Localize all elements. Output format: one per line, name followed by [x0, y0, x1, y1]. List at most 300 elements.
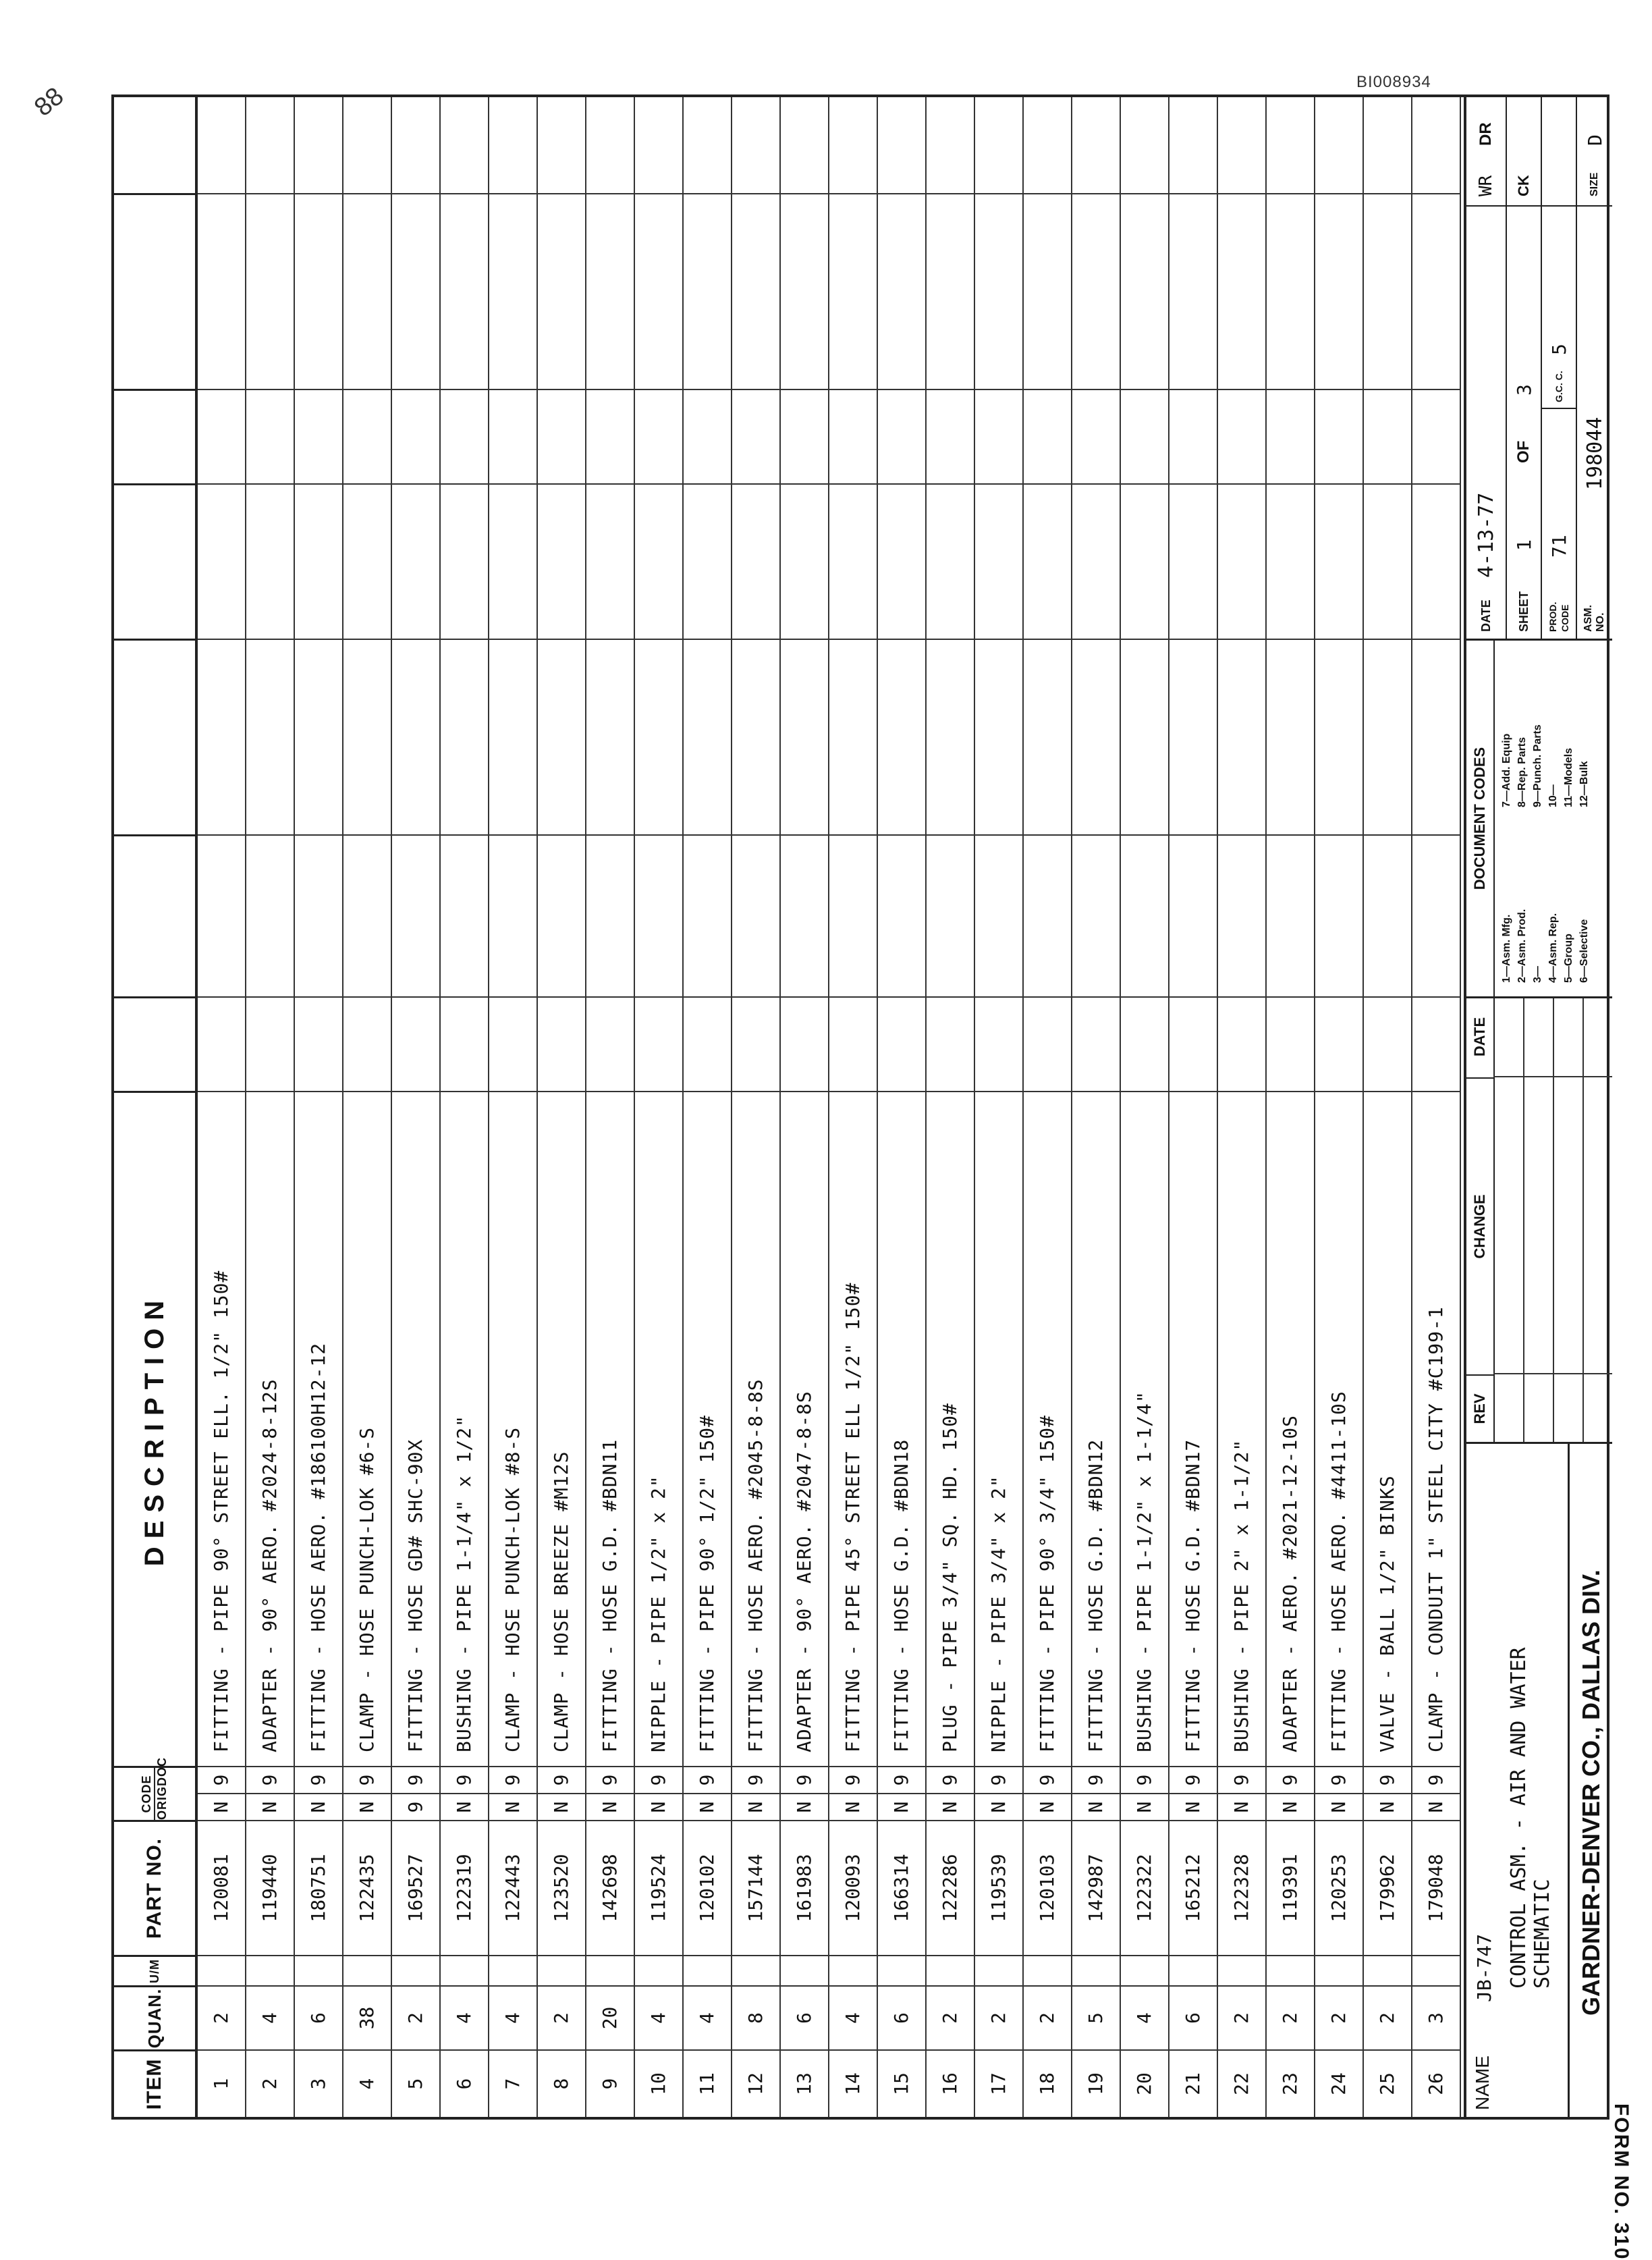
doc-code: 9	[489, 1766, 536, 1793]
extra-cell-5	[1169, 389, 1217, 483]
orig-code: N	[1024, 1793, 1071, 1820]
unit-of-measure	[975, 1955, 1022, 1985]
extra-cell-4	[1121, 483, 1168, 639]
extra-cell-6	[441, 193, 488, 389]
description: NIPPLE - PIPE 1/2" x 2"	[635, 1091, 682, 1766]
doc-code-entry: 2—Asm. Prod.	[1516, 909, 1528, 983]
extra-cell-2	[1169, 834, 1217, 996]
code-header-doc: DOC	[155, 1756, 169, 1786]
extra-cell-1	[975, 996, 1022, 1091]
doc-code-entry: 8—Rep. Parts	[1516, 736, 1528, 807]
part-number: 122443	[489, 1820, 536, 1955]
extra-cell-6	[684, 193, 731, 389]
sheet-value: 1	[1512, 539, 1535, 551]
extra-cell-2	[1315, 834, 1362, 996]
quantity: 4	[1121, 1985, 1168, 2049]
doc-code: 9	[246, 1766, 294, 1793]
description: CLAMP - HOSE BREEZE #M12S	[538, 1091, 585, 1766]
rev-date-header: DATE	[1471, 1017, 1488, 1057]
extra-cell-7	[927, 92, 974, 193]
extra-cell-5	[246, 389, 294, 483]
extra-cell-4	[1364, 483, 1411, 639]
doc-code-entry: 1—Asm. Mfg.	[1501, 914, 1512, 983]
unit-of-measure	[878, 1955, 925, 1985]
orig-code: N	[1218, 1793, 1265, 1820]
quantity: 5	[1072, 1985, 1120, 2049]
table-row	[489, 97, 538, 2117]
extra-cell-2	[878, 834, 925, 996]
um-header: U/M	[114, 1955, 195, 1985]
quantity: 4	[635, 1985, 682, 2049]
quantity: 6	[1169, 1985, 1217, 2049]
part-number: 122286	[927, 1820, 974, 1955]
extra-cell-6	[1412, 193, 1460, 389]
item-number: 24	[1315, 2049, 1362, 2117]
doc-code: 9	[1315, 1766, 1362, 1793]
extra-cell-6	[927, 193, 974, 389]
doc-code: 9	[1267, 1766, 1314, 1793]
extra-cell-6	[1218, 193, 1265, 389]
description: ADAPTER - AERO. #2021-12-10S	[1267, 1091, 1314, 1766]
extra-cell-1	[1072, 996, 1120, 1091]
extra-cell-5	[1412, 389, 1460, 483]
doc-code: 9	[781, 1766, 828, 1793]
extra-cell-4	[441, 483, 488, 639]
extra-cell-7	[1267, 92, 1314, 193]
extra-cell-3	[829, 639, 877, 834]
extra-cell-2	[635, 834, 682, 996]
item-number: 14	[829, 2049, 877, 2117]
item-number: 5	[392, 2049, 439, 2117]
extra-cell-2	[1024, 834, 1071, 996]
table-row	[198, 97, 246, 2117]
extra-cell-6	[392, 193, 439, 389]
orig-code: N	[1364, 1793, 1411, 1820]
extra-header-3	[114, 639, 195, 834]
extra-cell-3	[1169, 639, 1217, 834]
extra-cell-7	[1412, 92, 1460, 193]
name-block	[1466, 1442, 1612, 2117]
extra-cell-7	[586, 92, 634, 193]
document-codes-title: DOCUMENT CODES	[1466, 641, 1495, 996]
extra-cell-5	[635, 389, 682, 483]
page-id: BI008934	[1356, 73, 1431, 91]
extra-cell-6	[489, 193, 536, 389]
extra-cell-3	[586, 639, 634, 834]
extra-cell-7	[1024, 92, 1071, 193]
extra-cell-2	[538, 834, 585, 996]
extra-cell-2	[586, 834, 634, 996]
unit-of-measure	[829, 1955, 877, 1985]
quantity: 20	[586, 1985, 634, 2049]
doc-code: 9	[927, 1766, 974, 1793]
extra-cell-1	[538, 996, 585, 1091]
doc-code: 9	[975, 1766, 1022, 1793]
prod-code-value: 71	[1547, 535, 1570, 558]
extra-cell-5	[878, 389, 925, 483]
doc-code-entry: 11—Models	[1563, 747, 1574, 807]
extra-cell-1	[343, 996, 391, 1091]
item-number: 17	[975, 2049, 1022, 2117]
doc-code-entry: 9—Punch. Parts	[1532, 724, 1543, 807]
extra-cell-7	[1121, 92, 1168, 193]
orig-code: N	[684, 1793, 731, 1820]
extra-cell-6	[1169, 193, 1217, 389]
extra-cell-2	[1121, 834, 1168, 996]
table-row	[1218, 97, 1267, 2117]
table-row	[1364, 97, 1412, 2117]
extra-cell-5	[392, 389, 439, 483]
description: FITTING - PIPE 45° STREET ELL 1/2" 150#	[829, 1091, 877, 1766]
extra-cell-5	[732, 389, 779, 483]
extra-cell-2	[732, 834, 779, 996]
quantity: 3	[1412, 1985, 1460, 2049]
extra-cell-5	[586, 389, 634, 483]
part-number: 119440	[246, 1820, 294, 1955]
unit-of-measure	[586, 1955, 634, 1985]
item-number: 2	[246, 2049, 294, 2117]
description: FITTING - HOSE G.D. #BDN12	[1072, 1091, 1120, 1766]
doc-code: 9	[1121, 1766, 1168, 1793]
orig-code: N	[538, 1793, 585, 1820]
job-number: JB-747	[1473, 1933, 1495, 2002]
quantity: 4	[441, 1985, 488, 2049]
extra-cell-2	[1412, 834, 1460, 996]
extra-cell-1	[586, 996, 634, 1091]
extra-cell-7	[975, 92, 1022, 193]
doc-codes-col-1	[1499, 909, 1592, 983]
description: FITTING - HOSE G.D. #BDN17	[1169, 1091, 1217, 1766]
unit-of-measure	[1024, 1955, 1071, 1985]
extra-cell-6	[829, 193, 877, 389]
table-row	[1121, 97, 1169, 2117]
extra-cell-5	[343, 389, 391, 483]
table-row	[1024, 97, 1072, 2117]
extra-cell-5	[1121, 389, 1168, 483]
extra-cell-1	[1315, 996, 1362, 1091]
extra-cell-6	[1072, 193, 1120, 389]
extra-cell-5	[1364, 389, 1411, 483]
quantity: 38	[343, 1985, 391, 2049]
extra-cell-4	[732, 483, 779, 639]
orig-code: N	[1121, 1793, 1168, 1820]
extra-cell-4	[538, 483, 585, 639]
part-number: 120102	[684, 1820, 731, 1955]
part-number: 119391	[1267, 1820, 1314, 1955]
extra-header-7	[114, 92, 195, 193]
doc-code: 9	[1169, 1766, 1217, 1793]
extra-cell-3	[246, 639, 294, 834]
orig-code: N	[732, 1793, 779, 1820]
extra-cell-6	[878, 193, 925, 389]
extra-cell-7	[538, 92, 585, 193]
extra-cell-5	[538, 389, 585, 483]
extra-cell-5	[684, 389, 731, 483]
extra-cell-2	[246, 834, 294, 996]
dr-value: WR	[1476, 175, 1496, 196]
extra-cell-3	[732, 639, 779, 834]
part-number: 161983	[781, 1820, 828, 1955]
extra-cell-3	[441, 639, 488, 834]
orig-code: N	[975, 1793, 1022, 1820]
part-number: 120093	[829, 1820, 877, 1955]
unit-of-measure	[198, 1955, 245, 1985]
unit-of-measure	[1121, 1955, 1168, 1985]
extra-cell-1	[781, 996, 828, 1091]
unit-of-measure	[1267, 1955, 1314, 1985]
unit-of-measure	[1169, 1955, 1217, 1985]
orig-code: N	[1315, 1793, 1362, 1820]
quantity: 6	[781, 1985, 828, 2049]
description: BUSHING - PIPE 1-1/2" x 1-1/4"	[1121, 1091, 1168, 1766]
orig-code: N	[1072, 1793, 1120, 1820]
extra-cell-4	[975, 483, 1022, 639]
drawing-title: CONTROL ASM. - AIR AND WATER	[1507, 1647, 1531, 1989]
extra-cell-7	[781, 92, 828, 193]
quantity: 4	[684, 1985, 731, 2049]
item-number: 1	[198, 2049, 245, 2117]
unit-of-measure	[441, 1955, 488, 1985]
extra-cell-4	[829, 483, 877, 639]
company-name: GARDNER-DENVER CO., DALLAS DIV.	[1568, 1444, 1612, 2117]
extra-cell-1	[878, 996, 925, 1091]
description: ADAPTER - 90° AERO. #2047-8-8S	[781, 1091, 828, 1766]
extra-cell-5	[975, 389, 1022, 483]
quantity: 6	[295, 1985, 342, 2049]
part-number: 165212	[1169, 1820, 1217, 1955]
unit-of-measure	[1218, 1955, 1265, 1985]
part-number: 180751	[295, 1820, 342, 1955]
unit-of-measure	[392, 1955, 439, 1985]
table-row	[1072, 97, 1121, 2117]
parts-list-form	[111, 95, 1632, 2260]
extra-cell-6	[295, 193, 342, 389]
orig-code: N	[829, 1793, 877, 1820]
extra-cell-2	[927, 834, 974, 996]
drawing-subtitle: SCHEMATIC	[1531, 1879, 1554, 1989]
gc-label: G.C. C.	[1553, 371, 1564, 402]
extra-header-6	[114, 193, 195, 389]
extra-cell-4	[586, 483, 634, 639]
extra-cell-1	[198, 996, 245, 1091]
item-number: 6	[441, 2049, 488, 2117]
extra-cell-7	[489, 92, 536, 193]
extra-cell-1	[392, 996, 439, 1091]
item-number: 8	[538, 2049, 585, 2117]
part-number: 179048	[1412, 1820, 1460, 1955]
table-row	[878, 97, 927, 2117]
title-block	[1464, 97, 1612, 2117]
sheet-label: SHEET	[1517, 591, 1531, 632]
description: FITTING - PIPE 90° STREET ELL. 1/2" 150#	[198, 1091, 245, 1766]
extra-cell-1	[684, 996, 731, 1091]
table-row	[975, 97, 1024, 2117]
orig-code: N	[246, 1793, 294, 1820]
item-number: 15	[878, 2049, 925, 2117]
extra-cell-7	[1169, 92, 1217, 193]
item-number: 12	[732, 2049, 779, 2117]
part-number: 122319	[441, 1820, 488, 1955]
extra-cell-1	[1218, 996, 1265, 1091]
unit-of-measure	[635, 1955, 682, 1985]
extra-cell-4	[927, 483, 974, 639]
document-codes	[1466, 639, 1612, 996]
extra-cell-2	[1072, 834, 1120, 996]
table-row	[1315, 97, 1364, 2117]
item-number: 7	[489, 2049, 536, 2117]
description: BUSHING - PIPE 2" x 1-1/2"	[1218, 1091, 1265, 1766]
table-row	[732, 97, 781, 2117]
extra-cell-3	[1072, 639, 1120, 834]
part-number: 119539	[975, 1820, 1022, 1955]
doc-code-entry: 12—Bulk	[1578, 761, 1590, 807]
part-number: 120081	[198, 1820, 245, 1955]
extra-cell-4	[1315, 483, 1362, 639]
extra-cell-4	[489, 483, 536, 639]
unit-of-measure	[489, 1955, 536, 1985]
extra-cell-4	[1072, 483, 1120, 639]
extra-cell-6	[1364, 193, 1411, 389]
size-label: SIZE	[1589, 172, 1600, 196]
doc-code: 9	[392, 1766, 439, 1793]
quantity: 4	[246, 1985, 294, 2049]
extra-cell-6	[1315, 193, 1362, 389]
quantity: 2	[1218, 1985, 1265, 2049]
extra-cell-2	[829, 834, 877, 996]
description: FITTING - HOSE AERO. #2045-8-8S	[732, 1091, 779, 1766]
description: FITTING - HOSE G.D. #BDN11	[586, 1091, 634, 1766]
extra-cell-3	[684, 639, 731, 834]
extra-cell-4	[198, 483, 245, 639]
extra-cell-7	[441, 92, 488, 193]
extra-cell-5	[1267, 389, 1314, 483]
extra-cell-1	[246, 996, 294, 1091]
extra-cell-1	[1121, 996, 1168, 1091]
extra-cell-5	[1072, 389, 1120, 483]
doc-code: 9	[635, 1766, 682, 1793]
description: FITTING - HOSE G.D. #BDN18	[878, 1091, 925, 1766]
unit-of-measure	[343, 1955, 391, 1985]
unit-of-measure	[781, 1955, 828, 1985]
extra-cell-7	[295, 92, 342, 193]
extra-cell-6	[1024, 193, 1071, 389]
extra-cell-4	[246, 483, 294, 639]
doc-codes-col-2	[1499, 724, 1592, 807]
extra-cell-3	[538, 639, 585, 834]
table-row	[781, 97, 829, 2117]
part-number: 169527	[392, 1820, 439, 1955]
rev-header: REV	[1466, 1374, 1493, 1442]
extra-cell-1	[1267, 996, 1314, 1091]
extra-cell-3	[878, 639, 925, 834]
description: FITTING - PIPE 90° 3/4" 150#	[1024, 1091, 1071, 1766]
part-number: 179962	[1364, 1820, 1411, 1955]
extra-cell-1	[1169, 996, 1217, 1091]
extra-cell-1	[927, 996, 974, 1091]
doc-code: 9	[1364, 1766, 1411, 1793]
part-number: 123520	[538, 1820, 585, 1955]
orig-code: N	[1267, 1793, 1314, 1820]
extra-header-1	[114, 996, 195, 1091]
code-header-orig: ORIG	[155, 1785, 169, 1820]
extra-cell-3	[1364, 639, 1411, 834]
doc-code: 9	[684, 1766, 731, 1793]
quantity: 2	[1315, 1985, 1362, 2049]
extra-cell-2	[343, 834, 391, 996]
corner-mark: 88	[29, 82, 70, 122]
extra-cell-3	[198, 639, 245, 834]
extra-cell-4	[1218, 483, 1265, 639]
unit-of-measure	[732, 1955, 779, 1985]
doc-code-entry: 6—Selective	[1578, 919, 1590, 983]
extra-cell-2	[198, 834, 245, 996]
table-row	[441, 97, 489, 2117]
quantity: 8	[732, 1985, 779, 2049]
item-number: 4	[343, 2049, 391, 2117]
unit-of-measure	[538, 1955, 585, 1985]
doc-code: 9	[343, 1766, 391, 1793]
unit-of-measure	[684, 1955, 731, 1985]
extra-cell-5	[198, 389, 245, 483]
part-number: 119524	[635, 1820, 682, 1955]
doc-code-entry: 10—	[1547, 784, 1559, 807]
description: FITTING - PIPE 90° 1/2" 150#	[684, 1091, 731, 1766]
extra-cell-6	[198, 193, 245, 389]
ck-label: CK	[1515, 175, 1532, 196]
extra-cell-3	[1218, 639, 1265, 834]
item-number: 16	[927, 2049, 974, 2117]
extra-cell-3	[392, 639, 439, 834]
orig-code: N	[198, 1793, 245, 1820]
table-row	[586, 97, 635, 2117]
extra-cell-7	[246, 92, 294, 193]
extra-cell-1	[732, 996, 779, 1091]
item-number: 11	[684, 2049, 731, 2117]
extra-cell-1	[489, 996, 536, 1091]
extra-cell-2	[295, 834, 342, 996]
extra-cell-5	[927, 389, 974, 483]
quantity: 4	[489, 1985, 536, 2049]
extra-cell-1	[1024, 996, 1071, 1091]
extra-cell-3	[927, 639, 974, 834]
part-number: 166314	[878, 1820, 925, 1955]
unit-of-measure	[1315, 1955, 1362, 1985]
extra-cell-6	[538, 193, 585, 389]
extra-cell-1	[829, 996, 877, 1091]
description: ADAPTER - 90° AERO. #2024-8-12S	[246, 1091, 294, 1766]
item-number: 18	[1024, 2049, 1071, 2117]
doc-code: 9	[829, 1766, 877, 1793]
description: FITTING - HOSE AERO. #186100H12-12	[295, 1091, 342, 1766]
asm-label: ASM. NO.	[1582, 605, 1606, 632]
table-row	[538, 97, 586, 2117]
extra-cell-6	[343, 193, 391, 389]
extra-cell-4	[392, 483, 439, 639]
extra-cell-5	[1024, 389, 1071, 483]
doc-code: 9	[538, 1766, 585, 1793]
description: FITTING - HOSE AERO. #4411-10S	[1315, 1091, 1362, 1766]
extra-cell-4	[1412, 483, 1460, 639]
extra-cell-1	[295, 996, 342, 1091]
quantity: 2	[198, 1985, 245, 2049]
quantity: 2	[1024, 1985, 1071, 2049]
table-row	[684, 97, 732, 2117]
extra-cell-2	[1364, 834, 1411, 996]
extra-cell-6	[1121, 193, 1168, 389]
item-header: ITEM	[114, 2049, 195, 2117]
orig-code: N	[441, 1793, 488, 1820]
extra-cell-5	[781, 389, 828, 483]
